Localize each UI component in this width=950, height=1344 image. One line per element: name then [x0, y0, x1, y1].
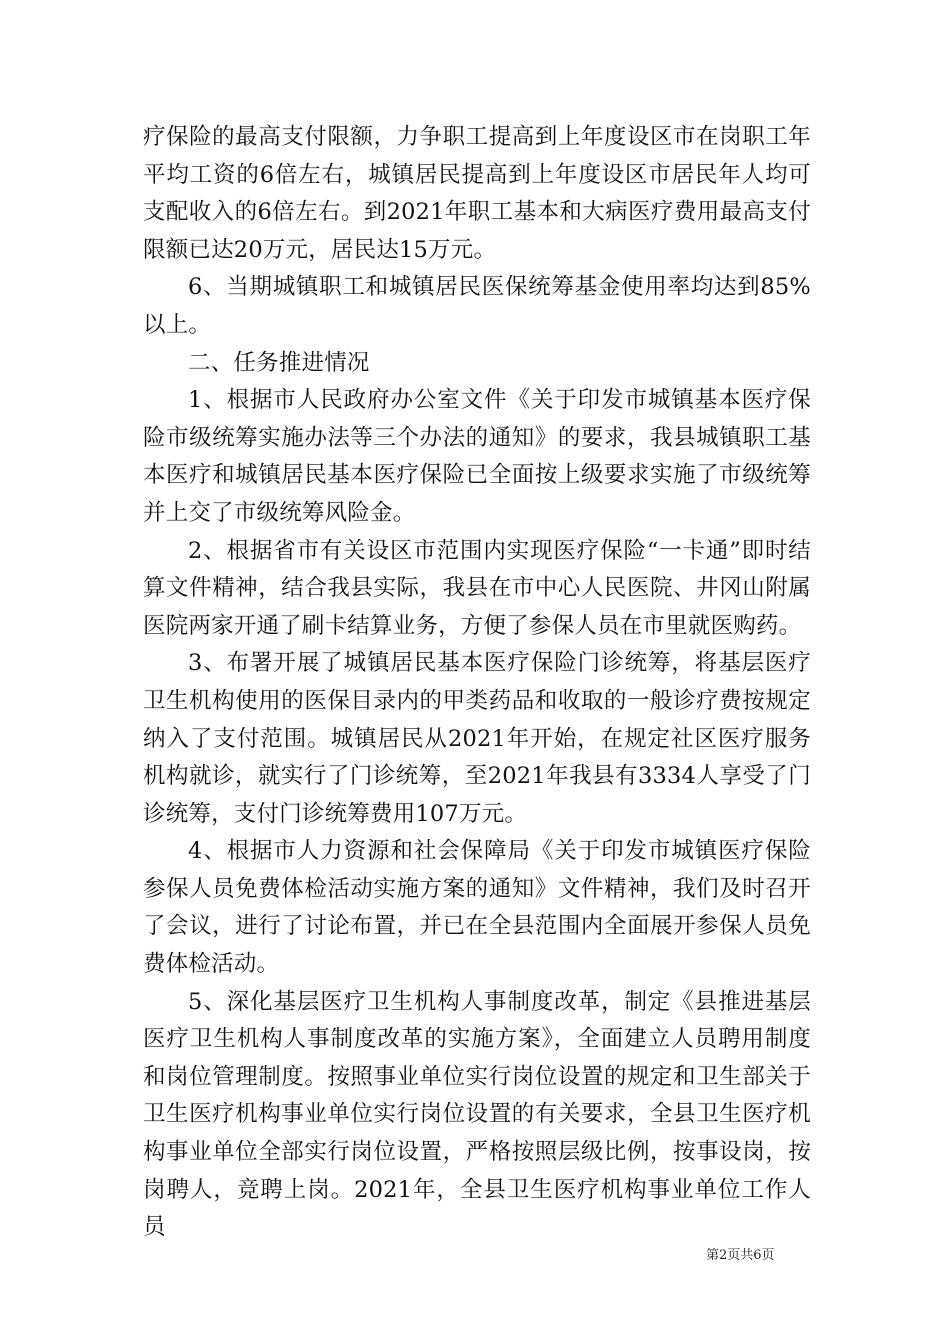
paragraph-continuation: 疗保险的最高支付限额，力争职工提高到上年度设区市在岗职工年平均工资的6倍左右，城镇居民提高到上年度设区市居民年人均可支配收入的6倍左右。到2021年职工基本和大病医疗费用最高支付限额已达20万元，居民达15万元。	[143, 124, 811, 263]
paragraph-task-4: 4、根据市人力资源和社会保障局《关于印发市城镇医疗保险参保人员免费体检活动实施方案的通知》文件精神，我们及时召开了会议，进行了讨论布置，并已在全县范围内全面展开参保人员免费体检活动。	[143, 838, 811, 978]
paragraph-task-5: 5、深化基层医疗卫生机构人事制度改革，制定《县推进基层医疗卫生机构人事制度改革的实施方案》，全面建立人员聘用制度和岗位管理制度。按照事业单位实行岗位设置的规定和卫生部关于卫生医疗机构事业单位实行岗位设置的有关要求，全县卫生医疗机构事业单位全部实行岗位设置，严格按照层级比例，按事设岗，按岗聘人，竞聘上岗。2021年，全县卫生医疗机构事业单位工作人员	[143, 988, 811, 1241]
section-heading: 二、任务推进情况	[188, 349, 370, 376]
paragraph-task-3: 3、布署开展了城镇居民基本医疗保险门诊统筹，将基层医疗卫生机构使用的医保目录内的甲类药品和收取的一般诊疗费按规定纳入了支付范围。城镇居民从2021年开始，在规定社区医疗服务机构就诊，就实行了门诊统筹，至2021年我县有3334人享受了门诊统筹，支付门诊统筹费用107万元。	[143, 650, 811, 827]
paragraph-task-1: 1、根据市人民政府办公室文件《关于印发市城镇基本医疗保险市级统筹实施办法等三个办法的通知》的要求，我县城镇职工基本医疗和城镇居民基本医疗保险已全面按上级要求实施了市级统筹并上交了市级统筹风险金。	[143, 387, 811, 526]
paragraph-item-6: 6、当期城镇职工和城镇居民医保统筹基金使用率均达到85%以上。	[143, 274, 811, 338]
paragraph-task-2: 2、根据省市有关设区市范围内实现医疗保险“一卡通”即时结算文件精神，结合我县实际，我县在市中心人民医院、井冈山附属医院两家开通了刷卡结算业务，方便了参保人员在市里就医购药。	[143, 537, 811, 639]
page-number-footer: 第2页共6页	[706, 1248, 775, 1263]
document-body	[143, 119, 811, 1247]
